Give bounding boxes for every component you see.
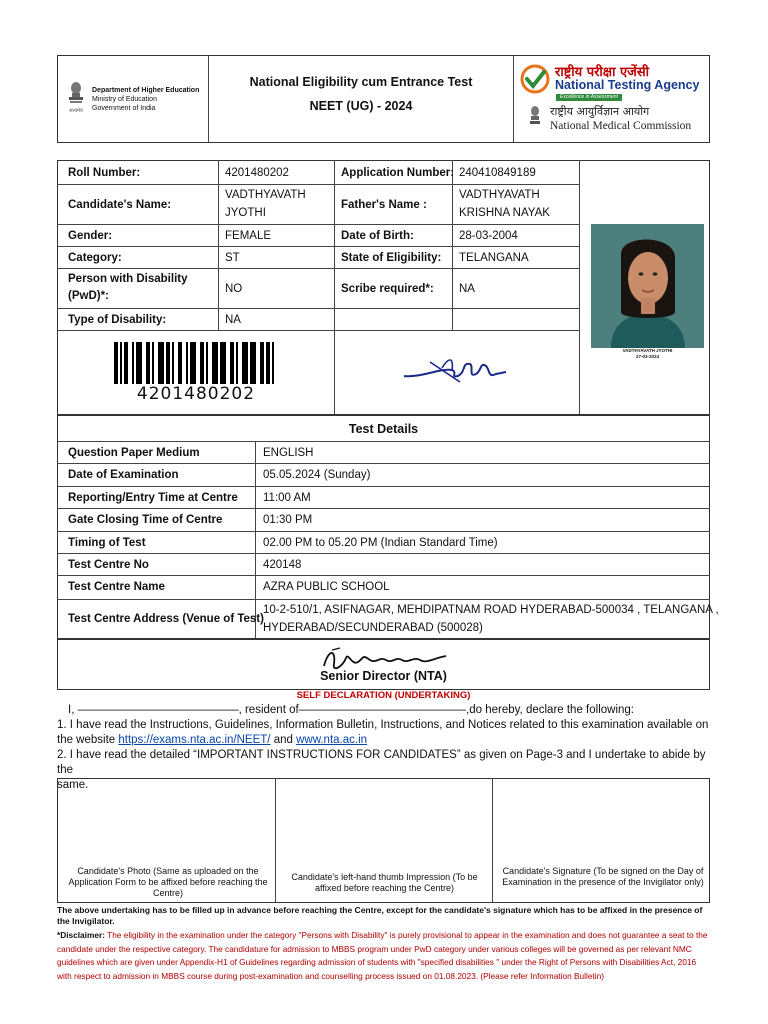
undertaking-note: The above undertaking has to be filled up in advance before reaching the Centre, except for the candidate's signature which has to be affixed in the presence of the Invigilator.: [57, 905, 703, 926]
application-number-value: 240410849189: [459, 167, 536, 179]
candidate-name-label: Candidate's Name:: [68, 198, 172, 211]
pwd-label-line2: (PwD)*:: [68, 290, 109, 302]
barcode-bar: [120, 342, 122, 384]
disclaimer-label: *Disclaimer:: [57, 930, 105, 940]
disclaimer-text: The eligibility in the examination under the category "Persons with Disability" is purely provisional to appear in the examination and does not guarantee a seat to the candidate under the respective category. The candidature for admission to MBBS program under PwD category under various colleges will be governed as per relevant NMC guidelines which are given under Appendix-H1 of Guidelines regarding admission of students with "specified disabilities " under the Right of Persons with Disabilities Act, 2016 with respect to admission in MBBS course during post-examination and counselling process issued on 01.08.2023. (Please refer Information Bulletin): [57, 930, 708, 981]
point2-line2: same.: [57, 779, 89, 791]
scribe-value: NA: [459, 282, 475, 295]
photo-box-caption: Candidate's Photo (Same as uploaded on the Application Form to be affixed before reaching the Centre): [68, 866, 268, 898]
nmc-emblem-icon: [528, 104, 542, 132]
disability-type-value: NA: [225, 313, 241, 326]
gender-label: Gender:: [68, 229, 113, 242]
point1-line1: 1. I have read the Instructions, Guidelines, Information Bulletin, Instructions, and Notices related to this examination available on: [57, 719, 709, 731]
test-detail-label: Gate Closing Time of Centre: [68, 513, 223, 526]
father-name-label: Father's Name :: [341, 198, 427, 211]
barcode-bar: [114, 342, 118, 384]
barcode-bar: [200, 342, 204, 384]
pwd-value: NO: [225, 282, 243, 295]
barcode-bar: [132, 342, 134, 384]
test-detail-value: 11:00 AM: [263, 491, 311, 504]
and-text: and: [270, 734, 297, 746]
senior-director-title: Senior Director (NTA): [320, 669, 447, 683]
roll-number-value: 4201480202: [225, 167, 289, 179]
test-detail-label: Test Centre Name: [68, 580, 165, 593]
barcode-bar: [124, 342, 128, 384]
barcode-bar: [178, 342, 182, 384]
candidate-signature-image: [400, 348, 510, 388]
test-detail-value: AZRA PUBLIC SCHOOL: [263, 580, 390, 593]
barcode-bar: [220, 342, 226, 384]
barcode-bar: [272, 342, 274, 384]
nmc-hindi: राष्ट्रीय आयुर्विज्ञान आयोग: [550, 105, 650, 118]
test-detail-label: Test Centre No: [68, 558, 149, 571]
pwd-label: [68, 271, 188, 305]
barcode-bar: [260, 342, 264, 384]
category-label: Category:: [68, 251, 122, 264]
pwd-label-line1: Person with Disability: [68, 273, 188, 285]
exam-title: National Eligibility cum Entrance Test: [249, 75, 473, 89]
test-detail-value: 05.05.2024 (Sunday): [263, 468, 371, 481]
test-detail-label: Question Paper Medium: [68, 446, 200, 459]
barcode-number: 4201480202: [136, 384, 256, 404]
disclaimer: [57, 929, 712, 983]
barcode-bar: [152, 342, 154, 384]
address-line1: 10-2-510/1, ASIFNAGAR, MEHDIPATNAM ROAD HYDERABAD-500034 , TELANGANA ,: [263, 604, 719, 616]
nta-neet-link[interactable]: https://exams.nta.ac.in/NEET/: [118, 734, 271, 746]
point2-line1: 2. I have read the detailed “IMPORTANT INSTRUCTIONS FOR CANDIDATES” as given on Page-3 and I undertake to abide by the: [57, 749, 706, 776]
candidate-name-line1: VADTHYAVATH: [225, 189, 306, 201]
signature-box-caption: Candidate's Signature (To be signed on the Day of Examination in the presence of the Invigilator only): [502, 866, 704, 887]
father-name-value: [459, 186, 550, 222]
exam-subtitle: NEET (UG) - 2024: [309, 99, 413, 113]
test-detail-value: 02.00 PM to 05.20 PM (Indian Standard Time): [263, 536, 498, 549]
barcode: [112, 342, 280, 384]
nta-website-link[interactable]: www.nta.ac.in: [296, 734, 368, 746]
roll-number-label: Roll Number:: [68, 167, 141, 179]
point1-line2: [57, 733, 710, 748]
india-emblem-icon: [66, 80, 86, 114]
nta-english: National Testing Agency: [555, 78, 700, 92]
svg-text:सत्यमेव: सत्यमेव: [69, 108, 83, 114]
test-detail-value: ENGLISH: [263, 446, 314, 459]
dept-line3: Government of India: [92, 105, 156, 112]
test-centre-address-label: Test Centre Address (Venue of Test): [68, 613, 264, 625]
address-line2: HYDERABAD/SECUNDERABAD (500028): [263, 622, 483, 634]
barcode-bar: [242, 342, 248, 384]
department-name: [92, 86, 207, 113]
disability-type-label: Type of Disability:: [68, 313, 167, 326]
gender-value: FEMALE: [225, 229, 272, 242]
dob-label: Date of Birth:: [341, 229, 414, 242]
exam-title-block: [209, 70, 513, 118]
candidate-name-value: [225, 186, 306, 222]
test-centre-address-value: [263, 601, 719, 637]
dob-value: 28-03-2004: [459, 229, 518, 242]
point1-cont: the website: [57, 734, 119, 746]
barcode-bar: [136, 342, 142, 384]
test-detail-label: Timing of Test: [68, 536, 146, 549]
candidate-name-line2: JYOTHI: [225, 207, 266, 219]
barcode-bar: [230, 342, 234, 384]
barcode-bar: [206, 342, 208, 384]
barcode-bar: [250, 342, 256, 384]
test-detail-label: Date of Examination: [68, 468, 179, 481]
barcode-bar: [236, 342, 238, 384]
state-label: State of Eligibility:: [341, 251, 442, 264]
barcode-bar: [266, 342, 270, 384]
barcode-bar: [172, 342, 174, 384]
candidate-photo: [591, 224, 704, 348]
test-details-heading: Test Details: [348, 421, 419, 436]
barcode-bar: [166, 342, 170, 384]
thumb-box-caption: Candidate's left-hand thumb Impression (To be affixed before reaching the Centre): [291, 872, 478, 893]
nta-hindi: राष्ट्रीय परीक्षा एजेंसी: [555, 65, 649, 80]
application-number-label: Application Number:: [341, 167, 455, 179]
barcode-bar: [190, 342, 196, 384]
barcode-bar: [186, 342, 188, 384]
declaration-heading: SELF DECLARATION (UNDERTAKING): [296, 690, 471, 701]
declaration-point1: [57, 718, 710, 748]
state-value: TELANGANA: [459, 251, 529, 264]
category-value: ST: [225, 251, 240, 264]
father-name-line2: KRISHNA NAYAK: [459, 207, 550, 219]
barcode-bar: [212, 342, 218, 384]
photo-caption: [591, 348, 704, 360]
declaration-intro: I, ——————————————, resident of——————————————–,do hereby, declare the following:: [68, 704, 634, 716]
scribe-label: Scribe required*:: [341, 282, 434, 295]
photo-caption-line1: VADTHYAVATH JYOTHI: [622, 348, 673, 353]
dept-line1: Department of Higher Education: [92, 87, 200, 94]
dept-line2: Ministry of Education: [92, 96, 157, 103]
nta-logo-icon: [520, 64, 550, 94]
nta-tagline: Excellence in Assessment: [556, 94, 622, 101]
test-detail-value: 420148: [263, 558, 302, 571]
father-name-line1: VADTHYAVATH: [459, 189, 540, 201]
photo-caption-line2: 27-03-2024: [635, 354, 660, 359]
test-detail-label: Reporting/Entry Time at Centre: [68, 491, 238, 504]
barcode-bar: [146, 342, 150, 384]
nmc-english: National Medical Commission: [550, 120, 692, 132]
test-detail-value: 01:30 PM: [263, 513, 313, 526]
barcode-bar: [158, 342, 164, 384]
